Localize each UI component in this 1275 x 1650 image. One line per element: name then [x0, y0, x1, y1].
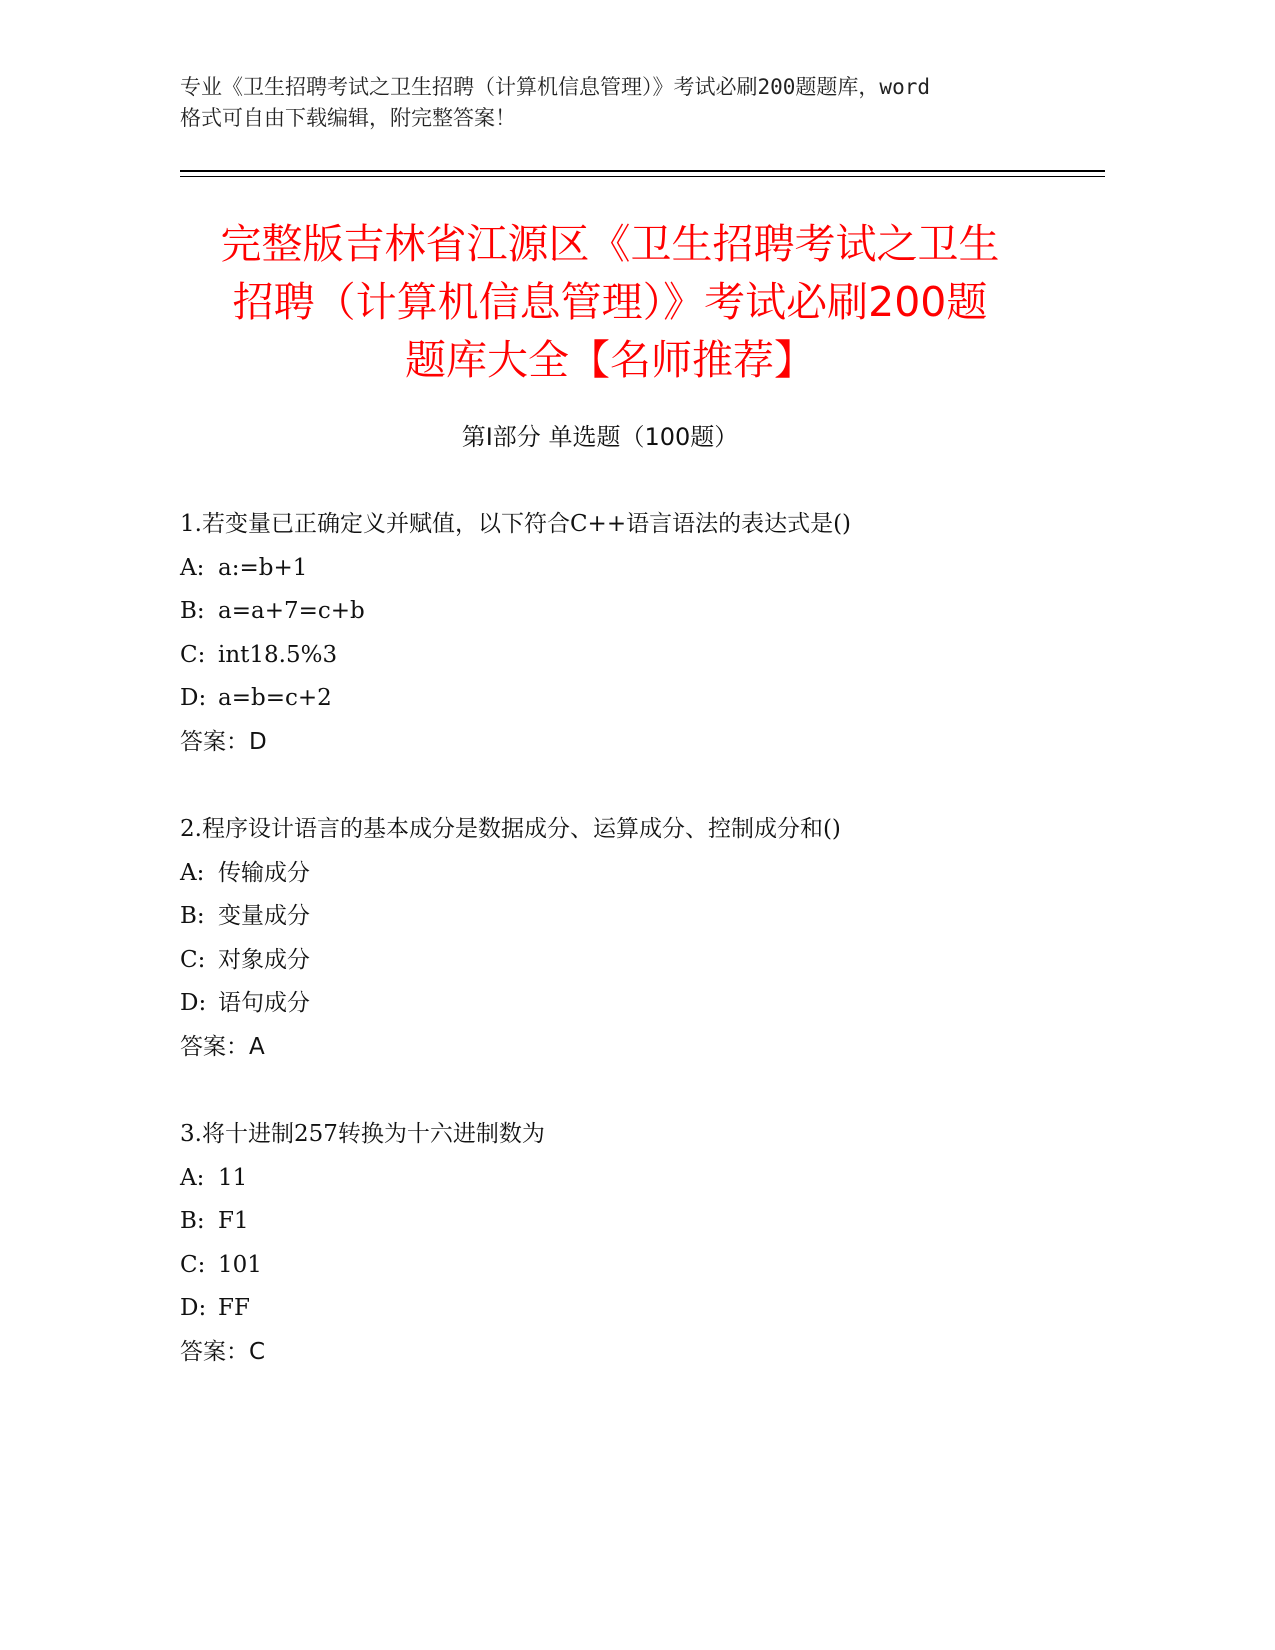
question-stem: 1.若变量已正确定义并赋值，以下符合C++语言语法的表达式是(): [180, 511, 852, 537]
option-label: A:: [180, 554, 205, 581]
option-text: a:=b+1: [218, 554, 308, 581]
option-label: C:: [180, 641, 206, 668]
option-c: [180, 1244, 1080, 1288]
header-note: [180, 72, 1050, 134]
question-3: [180, 1113, 1080, 1374]
option-text: 11: [218, 1164, 248, 1191]
option-a: [180, 1157, 1080, 1201]
option-label: A:: [180, 859, 205, 886]
option-text: F1: [218, 1208, 249, 1234]
option-c: [180, 634, 1080, 678]
option-d: [180, 677, 1080, 721]
header-divider-thick: [180, 170, 1105, 172]
option-a: [180, 547, 1080, 591]
answer-line: 答案：A: [180, 1033, 265, 1060]
option-label: B:: [180, 1208, 205, 1234]
option-label: C:: [180, 946, 206, 973]
section-heading: 第Ⅰ部分 单选题（100题）: [461, 423, 739, 451]
option-a: [180, 852, 1080, 896]
option-b: [180, 895, 1080, 939]
option-c: [180, 939, 1080, 983]
option-text: 101: [218, 1251, 262, 1278]
option-text: 变量成分: [218, 903, 310, 929]
question-stem: 3.将十进制257转换为十六进制数为: [180, 1121, 545, 1147]
document-title: [160, 215, 1060, 389]
question-1: [180, 503, 1080, 764]
title-line-1: 完整版吉林省江源区《卫生招聘考试之卫生: [220, 220, 1000, 268]
answer-line: 答案：C: [180, 1338, 266, 1365]
header-note-line-2: 格式可自由下载编辑，附完整答案！: [180, 106, 516, 130]
question-2: [180, 808, 1080, 1069]
option-text: a=b=c+2: [218, 685, 332, 711]
option-text: 对象成分: [218, 946, 310, 973]
option-label: B:: [180, 598, 205, 624]
option-label: D:: [180, 1295, 207, 1321]
option-d: [180, 982, 1080, 1026]
option-label: B:: [180, 903, 205, 929]
option-d: [180, 1287, 1080, 1331]
option-text: int18.5%3: [218, 641, 338, 668]
question-stem: 2.程序设计语言的基本成分是数据成分、运算成分、控制成分和(): [180, 816, 841, 842]
option-text: 传输成分: [218, 859, 310, 886]
option-text: FF: [218, 1295, 250, 1321]
header-note-line-1: 专业《卫生招聘考试之卫生招聘（计算机信息管理）》考试必刷200题题库，word: [180, 75, 930, 99]
option-label: D:: [180, 685, 207, 711]
option-label: C:: [180, 1251, 206, 1278]
title-line-3: 题库大全【名师推荐】: [405, 336, 815, 384]
title-line-2: 招聘（计算机信息管理）》考试必刷200题: [232, 278, 988, 326]
option-b: [180, 1200, 1080, 1244]
header-divider-thin: [180, 176, 1105, 177]
option-text: a=a+7=c+b: [218, 598, 365, 624]
option-label: D:: [180, 990, 207, 1016]
option-text: 语句成分: [218, 990, 310, 1016]
option-b: [180, 590, 1080, 634]
option-label: A:: [180, 1164, 205, 1191]
answer-line: 答案：D: [180, 728, 267, 755]
